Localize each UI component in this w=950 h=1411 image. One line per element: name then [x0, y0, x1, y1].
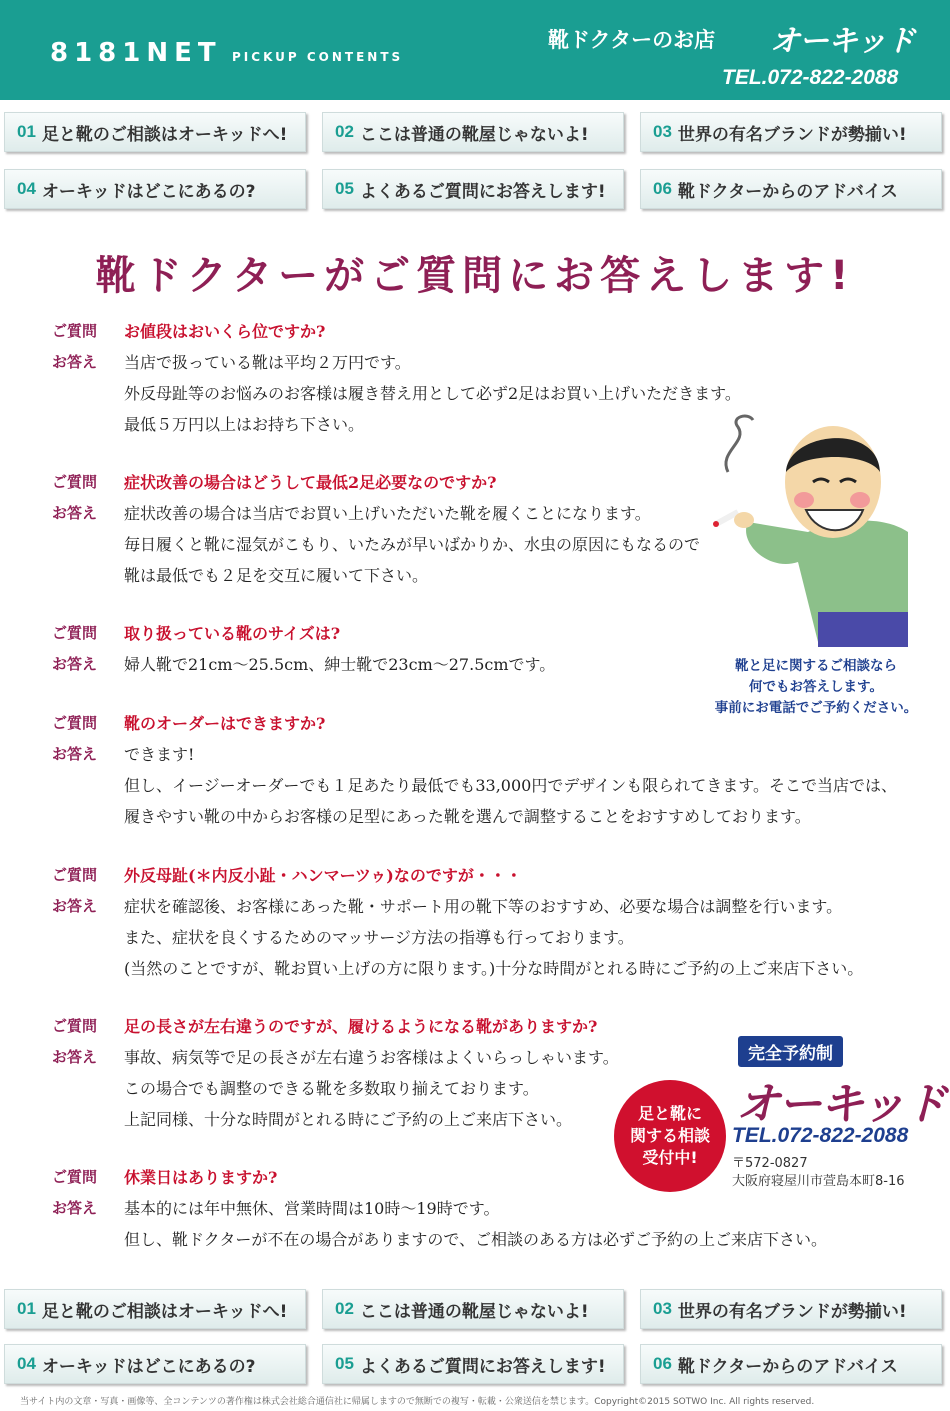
question-tag: ご質問	[52, 322, 98, 340]
badge-line: 足と靴に	[637, 1104, 702, 1123]
question-text: 靴のオーダーはできますか?	[124, 714, 326, 733]
nav-label: 足と靴のご相談はオーキッドへ!	[41, 124, 288, 145]
answer-line: 基本的には年中無休、営業時間は10時～19時です。	[124, 1199, 500, 1218]
nav-label: ここは普通の靴屋じゃないよ!	[359, 1301, 589, 1322]
nav-label: 足と靴のご相談はオーキッドへ!	[41, 1301, 288, 1322]
question-text: お値段はおいくら位ですか?	[124, 322, 326, 341]
reservation-badge: 完全予約制	[738, 1036, 843, 1067]
nav-label: 靴ドクターからのアドバイス	[677, 1356, 898, 1377]
question-text: 休業日はありますか?	[124, 1168, 278, 1187]
nav-number: 06	[653, 179, 672, 198]
question-tag: ご質問	[52, 1017, 98, 1035]
answer-line: 症状を確認後、お客様にあった靴・サポート用の靴下等のおすすめ、必要な場合は調整を行います。	[124, 897, 843, 916]
shoe-doctor-illustration	[708, 412, 908, 647]
site-header	[0, 0, 950, 100]
doctor-caption	[700, 656, 932, 719]
answer-line: 症状改善の場合は当店でお買い上げいただいた靴を履くことになります。	[124, 504, 651, 523]
nav-label: よくあるご質問にお答えします!	[359, 181, 606, 202]
faq-item	[52, 708, 932, 832]
nav-label: 世界の有名ブランドが勢揃い!	[677, 124, 907, 145]
top-nav	[0, 112, 950, 222]
nav-label: オーキッドはどこにあるの?	[41, 181, 256, 202]
nav-number: 01	[17, 1299, 36, 1318]
page-title: 靴ドクターがご質問にお答えします!	[95, 253, 855, 299]
logo-subtitle: PICKUP CONTENTS	[232, 50, 404, 64]
answer-line: できます!	[124, 745, 195, 764]
answer-line: 履きやすい靴の中からお客様の足型にあった靴を選んで調整することをおすすめしております。	[124, 807, 811, 826]
nav-item-brands[interactable]	[640, 1289, 942, 1329]
shop-address: 大阪府寝屋川市萱島本町8-16	[732, 1174, 905, 1189]
nav-number: 02	[335, 1299, 354, 1318]
question-text: 外反母趾(＊内反小趾・ハンマーツゥ)なのですが・・・	[124, 866, 522, 885]
nav-item-consult[interactable]	[4, 1289, 306, 1329]
faq-item	[52, 860, 932, 984]
nav-number: 05	[335, 1354, 354, 1373]
shop-label: 靴ドクターのお店	[548, 28, 716, 52]
nav-label: オーキッドはどこにあるの?	[41, 1356, 256, 1377]
answer-line: 靴は最低でも２足を交互に履いて下さい。	[124, 566, 429, 585]
nav-number: 06	[653, 1354, 672, 1373]
nav-item-not-ordinary[interactable]	[322, 1289, 624, 1329]
caption-line: 何でもお答えします。	[749, 679, 883, 695]
answer-tag: お答え	[52, 1048, 98, 1066]
nav-label: ここは普通の靴屋じゃないよ!	[359, 124, 589, 145]
answer-line: 最低５万円以上はお持ち下さい。	[124, 415, 365, 434]
answer-line: 但し、靴ドクターが不在の場合がありますので、ご相談のある方は必ずご予約の上ご来店下さい。	[124, 1230, 828, 1249]
nav-item-location[interactable]	[4, 1344, 306, 1384]
answer-line: 事故、病気等で足の長さが左右違うお客様はよくいらっしゃいます。	[124, 1048, 619, 1067]
caption-line: 事前にお電話でご予約ください。	[714, 700, 918, 716]
nav-item-advice[interactable]	[640, 1344, 942, 1384]
question-tag: ご質問	[52, 714, 98, 732]
answer-line: 婦人靴で21cm～25.5cm、紳士靴で23cm～27.5cmです。	[124, 655, 556, 674]
question-tag: ご質問	[52, 624, 98, 642]
consultation-badge	[614, 1080, 726, 1192]
shop-postal-code: 〒572-0827	[732, 1156, 808, 1171]
answer-tag: お答え	[52, 655, 98, 673]
nav-item-consult[interactable]	[4, 112, 306, 152]
nav-item-location[interactable]	[4, 169, 306, 209]
caption-line: 靴と足に関するご相談なら	[735, 658, 897, 674]
nav-number: 04	[17, 179, 36, 198]
question-tag: ご質問	[52, 866, 98, 884]
answer-line: また、症状を良くするためのマッサージ方法の指導も行っております。	[124, 928, 634, 947]
nav-item-faq[interactable]	[322, 1344, 624, 1384]
answer-line: 但し、イージーオーダーでも１足あたり最低でも33,000円でデザインも限られてきます。そこで当店では、	[124, 776, 897, 795]
answer-tag: お答え	[52, 897, 98, 915]
answer-line: 上記同様、十分な時間がとれる時にご予約の上ご来店下さい。	[124, 1110, 573, 1129]
answer-tag: お答え	[52, 1199, 98, 1217]
question-text: 症状改善の場合はどうして最低2足必要なのですか?	[124, 473, 497, 492]
nav-label: 靴ドクターからのアドバイス	[677, 181, 898, 202]
answer-line: 外反母趾等のお悩みのお客様は履き替え用として必ず2足はお買い上げいただきます。	[124, 384, 741, 403]
shop-brand-logo[interactable]: オーキッド	[736, 1079, 946, 1130]
shop-phone[interactable]: TEL.072-822-2088	[732, 1124, 909, 1147]
answer-tag: お答え	[52, 745, 98, 763]
answer-line: (当然のことですが、靴お買い上げの方に限ります。)十分な時間がとれる時にご予約の上ご来店下さい。	[124, 959, 864, 978]
badge-line: 受付中!	[642, 1148, 698, 1167]
nav-item-brands[interactable]	[640, 112, 942, 152]
nav-number: 03	[653, 122, 672, 141]
nav-number: 04	[17, 1354, 36, 1373]
nav-item-faq[interactable]	[322, 169, 624, 209]
site-logo[interactable]: 8181NET	[50, 38, 222, 68]
nav-label: 世界の有名ブランドが勢揃い!	[677, 1301, 907, 1322]
answer-line: 毎日履くと靴に湿気がこもり、いたみが早いばかりか、水虫の原因にもなるので	[124, 535, 701, 554]
nav-item-advice[interactable]	[640, 169, 942, 209]
nav-label: よくあるご質問にお答えします!	[359, 1356, 606, 1377]
copyright-notice: 当サイト内の文章・写真・画像等、全コンテンツの著作権は株式会社総合通信社に帰属しますので無断での複写・転載・公衆送信を禁じます。Copyright©2015 SOTWO Inc. All rights reserved.	[20, 1397, 815, 1407]
question-tag: ご質問	[52, 1168, 98, 1186]
nav-number: 03	[653, 1299, 672, 1318]
answer-line: 当店で扱っている靴は平均２万円です。	[124, 353, 411, 372]
brand-logo[interactable]: オーキッド	[770, 24, 915, 59]
question-text: 足の長さが左右違うのですが、履けるようになる靴がありますか?	[124, 1017, 598, 1036]
badge-line: 関する相談	[629, 1126, 710, 1145]
nav-number: 02	[335, 122, 354, 141]
question-text: 取り扱っている靴のサイズは?	[124, 624, 341, 643]
nav-number: 05	[335, 179, 354, 198]
header-phone[interactable]: TEL.072-822-2088	[722, 66, 899, 89]
answer-tag: お答え	[52, 504, 98, 522]
answer-tag: お答え	[52, 353, 98, 371]
bottom-nav	[0, 1289, 950, 1399]
question-tag: ご質問	[52, 473, 98, 491]
nav-number: 01	[17, 122, 36, 141]
answer-line: この場合でも調整のできる靴を多数取り揃えております。	[124, 1079, 539, 1098]
nav-item-not-ordinary[interactable]	[322, 112, 624, 152]
